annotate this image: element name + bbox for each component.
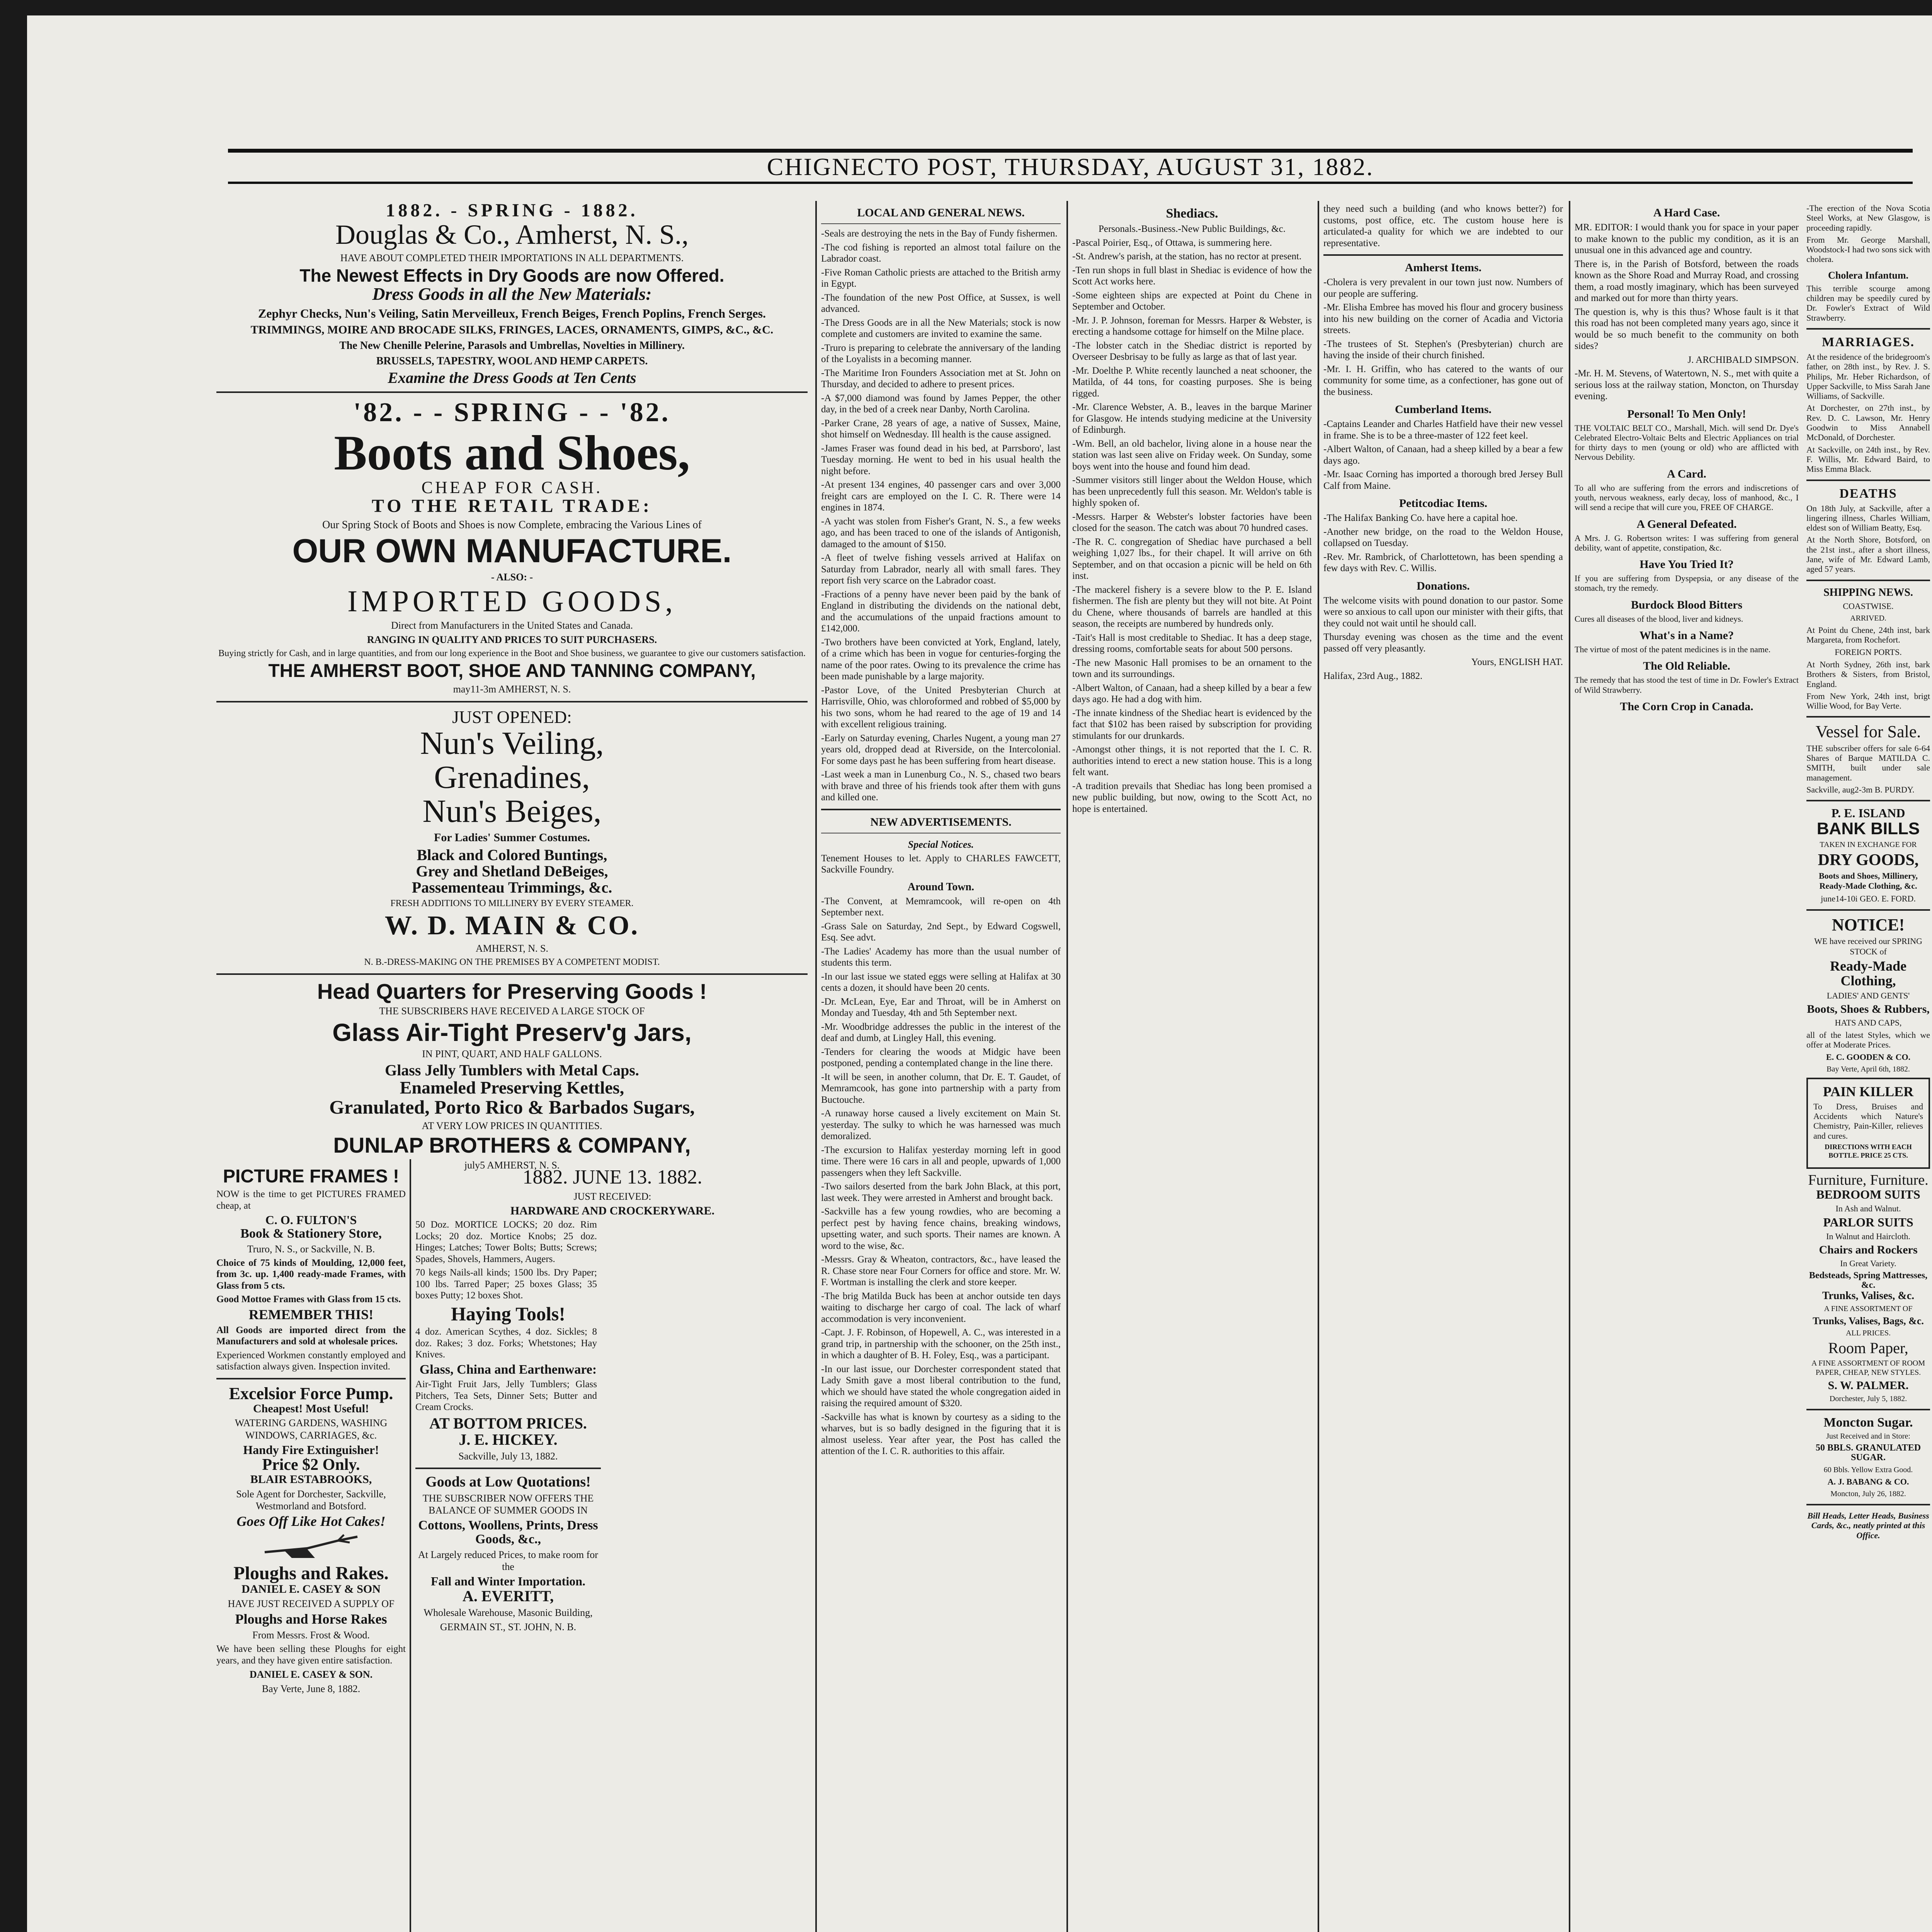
section-head: SHIPPING NEWS. — [1823, 586, 1913, 599]
section-head: Cholera Infantum. — [1828, 269, 1908, 281]
shediac-item: -Messrs. Harper & Webster's lobster factories have been closed for the season. The catch was about 70 hundred cases. — [1072, 511, 1312, 533]
divider — [1806, 909, 1930, 911]
main-line: Black and Colored Buntings, — [417, 846, 607, 864]
section-head: NEW ADVERTISEMENTS. — [870, 815, 1012, 828]
cumberland-item: -Albert Walton, of Canaan, had a sheep killed by a bear a few days ago. — [1323, 444, 1563, 466]
news-item: -Last week a man in Lunenburg Co., N. S., chased two bears with brave and three of his friends took after them with guns and killed one. — [821, 769, 1061, 803]
dunlap-line: IN PINT, QUART, AND HALF GALLONS. — [422, 1048, 602, 1060]
main-opened: JUST OPENED: — [452, 707, 572, 727]
notice-item: Tenement Houses to let. Apply to CHARLES FAWCETT, Sackville Foundry. — [821, 853, 1061, 875]
shediac-item: -Mr. Clarence Webster, A. B., leaves in the barque Mariner for Glasgow. He intends studying medicine at the University of Edinburgh. — [1072, 402, 1312, 435]
notice-line: all of the latest Styles, which we offer at Moderate Prices. — [1806, 1030, 1930, 1050]
main-line: Grey and Shetland DeBeiges, — [416, 862, 608, 880]
town-item: -The Ladies' Academy has more than the usual number of students this term. — [821, 946, 1061, 968]
hickey-nails: 70 kegs Nails-all kinds; 1500 lbs. Dry Paper; 100 lbs. Tarred Paper; 25 boxes Glass; 35 boxes Putty; 12 boxes Shot. — [415, 1267, 597, 1301]
notice-text: This terrible scourge among children may be speedily cured by Dr. Fowler's Extract of Wild Strawberry. — [1806, 283, 1930, 323]
moncton-line: Just Received and in Store: — [1826, 1432, 1910, 1441]
news-item: -The Maritime Iron Founders Association met at St. John on Thursday, and decided to adhere to present prices. — [821, 367, 1061, 389]
boots-trade: TO THE RETAIL TRADE: — [372, 496, 652, 517]
shediac-item: -Mr. Doelthe P. White recently launched a neat schooner, the Matilda, of 44 tons, for coasting purposes. She is being rigged. — [1072, 365, 1312, 399]
shediac-column — [1072, 201, 1312, 1932]
divider — [1806, 800, 1930, 801]
town-item: -A runaway horse caused a lively excitement on Main St. yesterday. The sulky to which he was harnessed was much demoralized. — [821, 1108, 1061, 1141]
section-head: Special Notices. — [908, 838, 974, 850]
town-item: -Sackville has what is known by courtesy as a siding to the wharves, but is so badly designed in the figuring that it is almost useless. Year after year, the Post has called the attention of the I. C. R. authorities to this affair. — [821, 1412, 1061, 1456]
pain-killer-price: DIRECTIONS WITH EACH BOTTLE. PRICE 25 CTS. — [1825, 1143, 1912, 1159]
palmer-name: S. W. PALMER. — [1828, 1379, 1909, 1392]
shediac-item: -Tait's Hall is most creditable to Shediac. It has a deep stage, dressing rooms, comfortable seats for about 500 persons. — [1072, 632, 1312, 654]
main-place: AMHERST, N. S. — [475, 942, 549, 954]
pain-killer-title: PAIN KILLER — [1823, 1084, 1914, 1100]
notice-line: LADIES' AND GENTS' — [1827, 990, 1910, 1000]
furniture-line: Bedsteads, Spring Mattresses, &c. — [1809, 1270, 1928, 1291]
douglas-line: Dress Goods in all the New Materials: — [372, 284, 652, 304]
ad-text: The remedy that has stood the test of time in Dr. Fowler's Extract of Wild Strawberry. — [1575, 675, 1799, 695]
frames-text: Good Mottoe Frames with Glass from 15 cts. — [216, 1294, 401, 1305]
ads-column-left-lower — [216, 1167, 406, 1932]
news-item: -Parker Crane, 28 years of age, a native of Sussex, Maine, shot himself on Wednesday. Ill health is the cause assigned. — [821, 418, 1061, 440]
marriage-item: At Dorchester, on 27th inst., by Rev. D. C. Lawson, Mr. Henry Goodwin to Miss Annabell McDonald, of Dorchester. — [1806, 403, 1930, 442]
notices-column — [1806, 201, 1930, 1932]
main-line: Nun's Veiling, — [420, 725, 604, 761]
furniture-line: BEDROOM SUITS — [1816, 1187, 1920, 1202]
donation-sign: Yours, ENGLISH HAT. — [1471, 657, 1563, 667]
boots-imported: IMPORTED GOODS, — [347, 584, 677, 618]
section-head: Burdock Blood Bitters — [1631, 598, 1743, 611]
shediac-item: -Ten run shops in full blast in Shediac is evidence of how the Scott Act works here. — [1072, 265, 1312, 287]
shipping-item: At North Sydney, 26th inst, bark Brothers & Sisters, from Bristol, England. — [1806, 659, 1930, 689]
pump-agent: BLAIR ESTABROOKS, — [250, 1473, 372, 1486]
section-head: Cumberland Items. — [1395, 403, 1492, 416]
section-head: A Hard Case. — [1653, 206, 1720, 219]
frames-text: Experienced Workmen constantly employed and satisfaction always given. Inspection invited. — [216, 1350, 406, 1372]
divider — [1806, 716, 1930, 718]
pei-bank: BANK BILLS — [1816, 819, 1920, 838]
hickey-sign: Sackville, July 13, 1882. — [458, 1450, 558, 1462]
shipping-sub: ARRIVED. — [1850, 614, 1886, 622]
frames-text: NOW is the time to get PICTURES FRAMED cheap, at — [216, 1189, 406, 1211]
dunlap-line: AT VERY LOW PRICES IN QUANTITIES. — [422, 1120, 602, 1131]
notice-text: From Mr. George Marshall, Woodstock-I had two sons sick with cholera. — [1806, 235, 1930, 264]
moncton-line: 60 Bbls. Yellow Extra Good. — [1823, 1465, 1913, 1474]
notice-line: Ready-Made Clothing, — [1830, 958, 1906, 988]
furniture-line: Chairs and Rockers — [1819, 1243, 1918, 1257]
notice-line: WE have received our SPRING STOCK of — [1814, 936, 1922, 956]
donation-item: The welcome visits with pound donation to our pastor. Some were so anxious to call upon our minister with their gifts, that they could not wait until he should call. — [1323, 595, 1563, 629]
death-item: At the North Shore, Botsford, on the 21st inst., after a short illness, Jane, wife of Mr. Edward Lamb, aged 57 years. — [1806, 535, 1930, 574]
everitt-line: Fall and Winter Importation. — [430, 1574, 586, 1588]
palmer-date: Dorchester, July 5, 1882. — [1829, 1394, 1907, 1403]
news-item: -James Fraser was found dead in his bed, at Parrsboro', last Tuesday morning. He went to bed in his usual health the night before. — [821, 443, 1061, 476]
news-item: -At present 134 engines, 40 passenger cars and over 3,000 freight cars are employed on the I. C. R. There were 14 engines in 1874. — [821, 480, 1061, 513]
town-item: -Dr. McLean, Eye, Ear and Throat, will be in Amherst on Monday and Tuesday, 4th and 5th September next. — [821, 996, 1061, 1018]
amherst-item: -Mr. Elisha Embree has moved his flour and grocery business into his new building on the corner of Acadia and Victoria streets. — [1323, 302, 1563, 335]
pei-line: P. E. ISLAND — [1831, 806, 1905, 820]
boots-also: - ALSO: - — [491, 571, 533, 583]
frames-title: PICTURE FRAMES ! — [223, 1166, 399, 1187]
hickey-tools-list: 4 doz. American Scythes, 4 doz. Sickles; 8 doz. Rakes; 3 doz. Forks; Whetstones; Hay Knives. — [415, 1327, 597, 1360]
section-head: Have You Tried It? — [1639, 558, 1734, 571]
furniture-line: A FINE ASSORTMENT OF — [1824, 1304, 1913, 1313]
main-line: Passementeau Trimmings, &c. — [412, 879, 612, 896]
hickey-header: HARDWARE AND CROCKERYWARE. — [510, 1204, 715, 1217]
column-rule — [1066, 201, 1068, 1932]
main-name: W. D. MAIN & CO. — [384, 911, 639, 941]
plough-illustration — [261, 1533, 361, 1560]
ads-column-mid-lower — [415, 1167, 810, 1932]
shediac-item: -Mr. J. P. Johnson, foreman for Messrs. Harper & Webster, is erecting a handsome cottage for himself on the Milne place. — [1072, 315, 1312, 337]
section-head: Amherst Items. — [1405, 261, 1482, 274]
town-item: -In our last issue, our Dorchester correspondent stated that Lady Smith gave a most liberal contribution to the fund, which we should have stated the whole congregation aided in raising the required amount of $320. — [821, 1364, 1061, 1408]
hickey-received: JUST RECEIVED: — [573, 1190, 651, 1202]
section-head: A Card. — [1667, 467, 1706, 480]
vessel-text: THE subscriber offers for sale 6-64 Shares of Barque MATILDA C. SMITH, built under sale management. — [1806, 743, 1930, 782]
pei-sign: june14-10i GEO. E. FORD. — [1821, 893, 1916, 903]
shediac-item: -Albert Walton, of Canaan, had a sheep killed by a bear a few days ago. He had a dog with him. — [1072, 682, 1312, 704]
frames-fulton: C. O. FULTON'S — [265, 1213, 357, 1227]
vessel-title: Vessel for Sale. — [1815, 722, 1921, 742]
boots-title: Boots and Shoes, — [334, 425, 690, 480]
main-line: Nun's Beiges, — [422, 793, 602, 830]
news-item: -Seals are destroying the nets in the Bay of Fundy fishermen. — [821, 228, 1058, 239]
dunlap-header: Head Quarters for Preserving Goods ! — [317, 979, 707, 1003]
shediac-item: -The mackerel fishery is a severe blow to the P. E. Island fishermen. The fish are plenty but they will not bite. At Point du Chene, where thousands of barrels are handled at this season, the receipts are numbered by hundreds only. — [1072, 584, 1312, 629]
douglas-name: Douglas & Co., Amherst, N. S., — [335, 219, 689, 250]
plough-line: Ploughs and Horse Rakes — [235, 1611, 387, 1627]
letter-text: -Mr. H. M. Stevens, of Watertown, N. S., met with quite a serious loss at the railway station, Moncton, on Thursday evening. — [1575, 368, 1799, 401]
town-item: -The brig Matilda Buck has been at anchor outside ten days waiting to discharge her cargo of coal. The lack of wharf accommodation is very inconvenient. — [821, 1291, 1061, 1324]
hickey-prices: AT BOTTOM PRICES. — [429, 1414, 587, 1432]
notice-date: Bay Verte, April 6th, 1882. — [1827, 1065, 1910, 1074]
donation-item: Thursday evening was chosen as the time and the event passed off very pleasantly. — [1323, 632, 1563, 654]
divider — [1806, 1409, 1930, 1410]
plough-text: We have been selling these Ploughs for eight years, and they have given entire satisfaction. — [216, 1644, 406, 1666]
everitt-line: THE SUBSCRIBER NOW OFFERS THE BALANCE OF SUMMER GOODS IN — [422, 1493, 594, 1516]
town-item: -The Convent, at Memramcook, will re-open on 4th September next. — [821, 896, 1061, 918]
pump-line: Cheapest! Most Useful! — [253, 1402, 369, 1415]
hickey-date: 1882. JUNE 13. 1882. — [522, 1166, 702, 1188]
section-head: Around Town. — [907, 881, 975, 893]
divider — [1323, 254, 1563, 256]
divider — [821, 223, 1061, 224]
divider — [216, 701, 808, 702]
ad-text: The virtue of most of the patent medicines is in the name. — [1575, 645, 1771, 655]
boots-place: may11-3m AMHERST, N. S. — [453, 684, 571, 695]
column-rule — [1569, 201, 1570, 1932]
news-item: -The Dress Goods are in all the New Materials; stock is now complete and customers are invited to examine the same. — [821, 317, 1061, 339]
hickey-name: J. E. HICKEY. — [459, 1430, 558, 1448]
furniture-line: In Ash and Walnut. — [1835, 1203, 1901, 1213]
douglas-line: Examine the Dress Goods at Ten Cents — [388, 369, 636, 387]
frames-remember: REMEMBER THIS! — [248, 1306, 374, 1322]
pump-line: Handy Fire Extinguisher! — [243, 1442, 379, 1457]
room-paper-line: A FINE ASSORTMENT OF ROOM PAPER, CHEAP, NEW STYLES. — [1811, 1359, 1925, 1377]
furniture-line: PARLOR SUITS — [1823, 1215, 1913, 1230]
town-item: -Grass Sale on Saturday, 2nd Sept., by Edward Cogswell, Esq. See advt. — [821, 921, 1061, 943]
pump-line: WATERING GARDENS, WASHING WINDOWS, CARRIAGES, &c. — [235, 1417, 388, 1441]
shediac-item: -Pascal Poirier, Esq., of Ottawa, is summering here. — [1072, 237, 1272, 248]
main-line: For Ladies' Summer Costumes. — [434, 831, 590, 844]
news-item: -Truro is preparing to celebrate the anniversary of the landing of the Loyalists in a becoming manner. — [821, 342, 1061, 364]
everitt-line: Wholesale Warehouse, Masonic Building, — [423, 1607, 593, 1618]
boots-line: Direct from Manufacturers in the United States and Canada. — [391, 619, 633, 631]
section-head: MARRIAGES. — [1821, 335, 1915, 349]
column-rule — [815, 201, 817, 1932]
shediac-item: -The R. C. congregation of Shediac have purchased a bell weighing 1,027 lbs., for their chapel. It will arrive on 6th September, and on that occasion a picnic will be held on 6th inst. — [1072, 536, 1312, 581]
shipping-item: At Point du Chene, 24th inst, bark Margareta, from Rochefort. — [1806, 625, 1930, 645]
room-paper-title: Room Paper, — [1828, 1339, 1908, 1357]
town-item: -Tenders for clearing the woods at Midgic have been postponed, pending a contemplated change in the line there. — [821, 1046, 1061, 1068]
town-item: -Capt. J. F. Robinson, of Hopewell, A. C., was interested in a grand trip, in partnership with the schooner, on the 25th inst., in which a daughter of B. H. Foley, Esq., was a participant. — [821, 1327, 1061, 1361]
news-item: -Early on Saturday evening, Charles Nugent, a young man 27 years old, dropped dead at Riverside, on the Intercolonial. For some days past he has been suffering from heart disease. — [821, 733, 1061, 766]
boots-spring-header: '82. - - SPRING - - '82. — [353, 398, 671, 428]
printing-notice: Bill Heads, Letter Heads, Business Cards, &c., neatly printed at this Office. — [1807, 1510, 1929, 1540]
donation-date: Halifax, 23rd Aug., 1882. — [1323, 670, 1423, 681]
letter-text: MR. EDITOR: I would thank you for space in your paper to make known to the public my condition, as it is an unusual one in this advanced age and country. — [1575, 222, 1799, 255]
furniture-line: In Walnut and Haircloth. — [1826, 1231, 1910, 1241]
news-item: -A $7,000 diamond was found by James Pepper, the other day, in the bed of a creek near Danby, North Carolina. — [821, 393, 1061, 415]
pump-line: Goes Off Like Hot Cakes! — [236, 1514, 386, 1529]
everitt-title: Goods at Low Quotations! — [425, 1474, 591, 1490]
divider — [1806, 480, 1930, 481]
furniture-line: Trunks, Valises, Bags, &c. — [1813, 1315, 1924, 1327]
pain-killer-ad — [1806, 1078, 1930, 1169]
everitt-line: Cottons, Woollens, Prints, Dress Goods, &c., — [418, 1518, 598, 1547]
divider — [1806, 328, 1930, 330]
section-head: DEATHS — [1839, 486, 1897, 501]
douglas-line: TRIMMINGS, MOIRE AND BROCADE SILKS, FRINGES, LACES, ORNAMENTS, GIMPS, &C., &C. — [250, 323, 774, 337]
masthead-title: CHIGNECTO POST, THURSDAY, AUGUST 31, 1882. — [767, 153, 1374, 180]
cumberland-item: -Mr. Isaac Corning has imported a thorough bred Jersey Bull Calf from Maine. — [1323, 469, 1563, 491]
dunlap-line: Enameled Preserving Kettles, — [400, 1078, 624, 1098]
section-head: Donations. — [1417, 579, 1470, 592]
hickey-glass-list: Air-Tight Fruit Jars, Jelly Tumblers; Glass Pitchers, Tea Sets, Dinner Sets; Butter and Cream Crocks. — [415, 1379, 597, 1413]
plough-line: HAVE JUST RECEIVED A SUPPLY OF — [228, 1598, 395, 1609]
plough-title: Ploughs and Rakes. — [233, 1563, 389, 1584]
town-item: -Mr. Woodbridge addresses the public in the interest of the deaf and dumb, at Lingley Hall, this evening. — [821, 1021, 1061, 1043]
ad-text: To all who are suffering from the errors and indiscretions of youth, nervous weakness, early decay, loss of manhood, &c., I will send a recipe that will cure you, FREE OF CHARGE. — [1575, 483, 1799, 512]
town-item: -Sackville has a few young rowdies, who are becoming a perfect pest by having fence chains, breaking windows, upsetting water, and such sports. Their names are known. A word to the wise, &c. — [821, 1206, 1061, 1251]
cumberland-item: -Captains Leander and Charles Hatfield have their new vessel in frame. She is to be a three-master of 122 feet keel. — [1323, 419, 1563, 441]
town-item: -Two sailors deserted from the bark John Black, at this port, last week. They were arrested in Amherst and brought back. — [821, 1181, 1061, 1203]
shipping-sub: COASTWISE. — [1843, 601, 1894, 611]
letters-column — [1575, 201, 1799, 1932]
notice-title: NOTICE! — [1832, 915, 1905, 935]
divider — [415, 1468, 601, 1469]
petitcodiac-item: -Rev. Mr. Rambrick, of Charlottetown, has been spending a few days with Rev. C. Willis. — [1323, 551, 1563, 573]
everitt-line: GERMAIN ST., ST. JOHN, N. B. — [440, 1621, 577, 1633]
news-column — [821, 201, 1061, 1932]
section-head: Shediacs. — [1166, 206, 1218, 221]
death-item: On 18th July, at Sackville, after a lingering illness, Charles William, eldest son of William Beatty, Esq. — [1806, 503, 1930, 533]
douglas-line: BRUSSELS, TAPESTRY, WOOL AND HEMP CARPETS. — [376, 355, 648, 367]
shediac-item: -The new Masonic Hall promises to be an ornament to the town and its surroundings. — [1072, 657, 1312, 679]
section-head: What's in a Name? — [1639, 629, 1734, 642]
news-item: -The cod fishing is reported an almost total failure on the Labrador coast. — [821, 242, 1061, 264]
section-head: Petitcodiac Items. — [1399, 497, 1488, 510]
furniture-title: Furniture, Furniture. — [1808, 1172, 1929, 1189]
dunlap-line: Glass Jelly Tumblers with Metal Caps. — [385, 1061, 639, 1079]
moncton-sign: A. J. BABANG & CO. — [1827, 1476, 1909, 1486]
items-column — [1323, 201, 1563, 1932]
news-item: -A fleet of twelve fishing vessels arrived at Halifax on Saturday from Labrador, nearly all with small fares. They report fish very scarce on the Labrador coast. — [821, 553, 1061, 586]
pain-killer-text: To Dress, Bruises and Accidents which Nature's Chemistry, Pain-Killer, relieves and cures. — [1813, 1101, 1923, 1141]
douglas-spring-header: 1882. - SPRING - 1882. — [386, 200, 638, 221]
douglas-line: The Newest Effects in Dry Goods are now Offered. — [299, 265, 724, 286]
main-line: Grenadines, — [434, 759, 590, 796]
ad-text: THE VOLTAIC BELT CO., Marshall, Mich. will send Dr. Dye's Celebrated Electro-Voltaic Belts and Electric Appliances on trial for thirty days to men (young or old) who are afflicted with Nervous Debility. — [1575, 423, 1799, 462]
letter-text: The question is, why is this thus? Whose fault is it that this road has not been completed many years ago, since it would be so much benefit to the community on both sides? — [1575, 306, 1799, 351]
shediac-item: -Summer visitors still linger about the Weldon House, which has been unprecedently full this season. Mr. Weldon's table is highly spoken of. — [1072, 475, 1312, 508]
moncton-date: Moncton, July 26, 1882. — [1830, 1489, 1906, 1498]
plough-line: DANIEL E. CASEY & SON. — [249, 1669, 373, 1680]
pump-title: Excelsior Force Pump. — [229, 1384, 393, 1403]
section-head: The Old Reliable. — [1643, 660, 1730, 673]
shipping-item: From New York, 24th inst, brigt Willie Wood, for Bay Verte. — [1806, 691, 1930, 711]
masthead-top-rule — [228, 149, 1913, 153]
masthead — [228, 153, 1913, 184]
dunlap-name: DUNLAP BROTHERS & COMPANY, — [333, 1133, 691, 1158]
amherst-item: -Mr. I. H. Griffin, who has catered to the wants of our community for some time, as a confectioner, has gone out of the business. — [1323, 364, 1563, 397]
hickey-tools: Haying Tools! — [451, 1303, 565, 1325]
town-item: -It will be seen, in another column, that Dr. E. T. Gaudet, of Memramcook, has gone into partnership with a party from Buctouche. — [821, 1071, 1061, 1105]
news-item: -Two brothers have been convicted at York, England, lately, of a crime which has been in vogue for centuries-forging the name of the poor rates. Owing to its prevalence the crime has been made punishable by a large majority. — [821, 637, 1061, 682]
boots-line: Buying strictly for Cash, and in large quantities, and from our long experience in the Boot and Shoe business, we guarantee to give our customers satisfaction. — [218, 648, 806, 659]
divider — [1806, 580, 1930, 581]
section-head: The Corn Crop in Canada. — [1620, 700, 1753, 713]
pei-dry: DRY GOODS, — [1818, 851, 1919, 869]
hickey-glass: Glass, China and Earthenware: — [419, 1362, 597, 1377]
section-head: A General Defeated. — [1636, 517, 1737, 531]
news-item: -A yacht was stolen from Fisher's Grant, N. S., a few weeks ago, and has been traced to one of the islands of Antigonish, damaged to the amount of $150. — [821, 516, 1061, 549]
town-item: -In our last issue we stated eggs were selling at Halifax at 30 cents a dozen, it should have been 20 cents. — [821, 971, 1061, 993]
news-item: -Pastor Love, of the United Presbyterian Church at Harrisville, Ohio, was chloroformed and robbed of $5,000 by his two sons, whom he had reared to the age of 19 and 14 with excellent religious training. — [821, 685, 1061, 730]
letter-text: There is, in the Parish of Botsford, between the roads known as the Shore Road and Murray Road, and crossing them, a road mostly imaginary, which has been surveyed and marked out for more than thirty years. — [1575, 259, 1799, 303]
petitcodiac-item: -Another new bridge, on the road to the Weldon House, collapsed on Tuesday. — [1323, 526, 1563, 548]
boots-company: THE AMHERST BOOT, SHOE AND TANNING COMPANY, — [268, 660, 756, 681]
news-item: -Fractions of a penny have never been paid by the bank of England in distributing the dividends on the national debt, and the accumulations of the unpaid fractions amount to £142,000. — [821, 589, 1061, 634]
news-item: -The foundation of the new Post Office, at Sussex, is well advanced. — [821, 292, 1061, 314]
frames-text: All Goods are imported direct from the Manufacturers and sold at wholesale prices. — [216, 1325, 406, 1347]
petitcodiac-item: -The Halifax Banking Co. have here a capital hoe. — [1323, 513, 1518, 523]
notice-line: HATS AND CAPS, — [1835, 1017, 1902, 1027]
letter-sign: J. ARCHIBALD SIMPSON. — [1687, 354, 1799, 365]
shipping-sub: FOREIGN PORTS. — [1835, 647, 1902, 657]
shediac-item: -Some eighteen ships are expected at Point du Chene in September and October. — [1072, 290, 1312, 312]
column-rule — [410, 1159, 411, 1932]
section-head: Personal! To Men Only! — [1627, 407, 1746, 420]
marriage-item: At Sackville, on 24th inst., by Rev. F. Willis, Mr. Edward Baird, to Miss Emma Black. — [1806, 444, 1930, 474]
plough-line: Bay Verte, June 8, 1882. — [262, 1683, 361, 1695]
vessel-sign: Sackville, aug2-3m B. PURDY. — [1806, 784, 1915, 794]
furniture-line: In Great Variety. — [1840, 1258, 1896, 1268]
dunlap-line: Granulated, Porto Rico & Barbados Sugars, — [329, 1096, 695, 1118]
dunlap-place: july5 AMHERST, N. S. — [464, 1159, 560, 1171]
column-rule — [1318, 201, 1319, 1932]
pei-line: Boots and Shoes, Millinery, Ready-Made Clothing, &c. — [1818, 871, 1918, 891]
main-note: N. B.-DRESS-MAKING ON THE PREMISES BY A COMPETENT MODIST. — [364, 957, 660, 967]
pump-line: Sole Agent for Dorchester, Sackville, Westmorland and Botsford. — [236, 1488, 386, 1512]
frames-text: Choice of 75 kinds of Moulding, 12,000 feet, from 3c. up. 1,400 ready-made Frames, with Glass from 5 cts. — [216, 1257, 406, 1291]
notice-sign: E. C. GOODEN & CO. — [1826, 1052, 1911, 1062]
amherst-item: -Cholera is very prevalent in our town just now. Numbers of our people are suffering. — [1323, 277, 1563, 299]
news-item: -Five Roman Catholic priests are attached to the British army in Egypt. — [821, 267, 1061, 289]
town-item: -The excursion to Halifax yesterday morning left in good time. There were 16 cars in all and people, upwards of 1,000 passengers when they left Sackville. — [821, 1145, 1061, 1178]
shediac-item: Personals.-Business.-New Public Buildings, &c. — [1098, 224, 1286, 234]
furniture-line: ALL PRICES. — [1846, 1329, 1891, 1337]
shediac-item: -Amongst other things, it is not reported that the I. C. R. authorities intend to erect a new station house. This is a long felt want. — [1072, 744, 1312, 777]
ad-text: If you are suffering from Dyspepsia, or any disease of the stomach, try the remedy. — [1575, 573, 1799, 593]
divider — [216, 1378, 406, 1379]
dunlap-line: THE SUBSCRIBERS HAVE RECEIVED A LARGE STOCK OF — [379, 1005, 645, 1017]
boots-manufacture: OUR OWN MANUFACTURE. — [292, 532, 732, 570]
masthead-bottom-rule — [228, 182, 1913, 184]
furniture-line: Trunks, Valises, &c. — [1822, 1290, 1915, 1302]
items-text: they need such a building (and who knows better?) for customs, post office, etc. The custom house here is articulated-a quality for which we are indebted to our representative. — [1323, 204, 1563, 248]
divider — [1806, 1504, 1930, 1505]
douglas-line: Zephyr Checks, Nun's Veiling, Satin Merveilleux, French Beiges, French Poplins, French Serges. — [258, 306, 766, 320]
moncton-sugar-title: Moncton Sugar. — [1823, 1415, 1913, 1430]
divider — [821, 809, 1061, 810]
ad-text: Cures all diseases of the blood, liver and kidneys. — [1575, 614, 1743, 624]
amherst-item: -The trustees of St. Stephen's (Presbyterian) church are having the inside of their church finished. — [1323, 338, 1563, 361]
section-head: LOCAL AND GENERAL NEWS. — [857, 206, 1025, 219]
ad-text: A Mrs. J. G. Robertson writes: I was suffering from general debility, want of appetite, constipation, &c. — [1575, 533, 1799, 553]
notice-line: Boots, Shoes & Rubbers, — [1807, 1003, 1930, 1016]
boots-line: RANGING IN QUALITY AND PRICES TO SUIT PURCHASERS. — [367, 634, 657, 645]
marriage-item: At the residence of the bridegroom's father, on 28th inst., by Rev. J. S. Philips, Mr. Heber Richardson, of Upper Sackville, to Miss Sarah Jane Williams, of Sackville. — [1806, 352, 1930, 401]
town-item: -Messrs. Gray & Wheaton, contractors, &c., have leased the R. Chase store near Four Corners for office and store. Mr. W. F. Wortman is installing the clerk and store keeper. — [821, 1254, 1061, 1287]
divider — [216, 973, 808, 975]
boots-line: Our Spring Stock of Boots and Shoes is now Complete, embracing the Various Lines of — [322, 519, 702, 531]
everitt-line: At Largely reduced Prices, to make room for the — [418, 1549, 598, 1572]
shediac-item: -The innate kindness of the Shediac heart is evidenced by the fact that $102 has been raised by subscription for providing stimulants for our drunkards. — [1072, 707, 1312, 741]
douglas-line: HAVE ABOUT COMPLETED THEIR IMPORTATIONS IN ALL DEPARTMENTS. — [340, 252, 684, 264]
notice-text: -The erection of the Nova Scotia Steel Works, at New Glasgow, is proceeding rapidly. — [1806, 203, 1930, 233]
frames-store: Book & Stationery Store, — [240, 1226, 382, 1241]
boots-cheap: CHEAP FOR CASH. — [421, 478, 603, 497]
shediac-item: -The lobster catch in the Shediac district is reported by Overseer Desbrisay to be fully as large as that of last year. — [1072, 340, 1312, 362]
hickey-items: 50 Doz. MORTICE LOCKS; 20 doz. Rim Locks; 20 doz. Mortice Knobs; 25 doz. Hinges; Latches; Tower Bolts; Butts; Screws; Spades, Shovels, Hammers, Augers. — [415, 1219, 597, 1264]
frames-place: Truro, N. S., or Sackville, N. B. — [247, 1243, 375, 1255]
everitt-name: A. EVERITT, — [463, 1587, 554, 1605]
main-line: FRESH ADDITIONS TO MILLINERY BY EVERY STEAMER. — [390, 898, 634, 909]
pei-line: TAKEN IN EXCHANGE FOR — [1820, 840, 1917, 849]
douglas-line: The New Chenille Pelerine, Parasols and Umbrellas, Novelties in Millinery. — [339, 340, 685, 352]
shediac-item: -St. Andrew's parish, at the station, has no rector at present. — [1072, 251, 1302, 262]
divider — [216, 391, 808, 393]
dunlap-jars: Glass Air-Tight Preserv'g Jars, — [332, 1018, 692, 1046]
shediac-item: -A tradition prevails that Shediac has long been promised a new public building, but now, owing to the Scott Act, no hope is entertained. — [1072, 781, 1312, 814]
moncton-line: 50 BBLS. GRANULATED SUGAR. — [1815, 1443, 1921, 1463]
pump-price: Price $2 Only. — [262, 1456, 360, 1474]
shediac-item: -Wm. Bell, an old bachelor, living alone in a house near the station was last seen alive on Friday week. On Sunday, some boys went into the house and found him dead. — [1072, 438, 1312, 472]
plough-line: DANIEL E. CASEY & SON — [242, 1583, 381, 1596]
ads-column-wide — [216, 200, 808, 1171]
plough-line: From Messrs. Frost & Wood. — [252, 1629, 370, 1641]
